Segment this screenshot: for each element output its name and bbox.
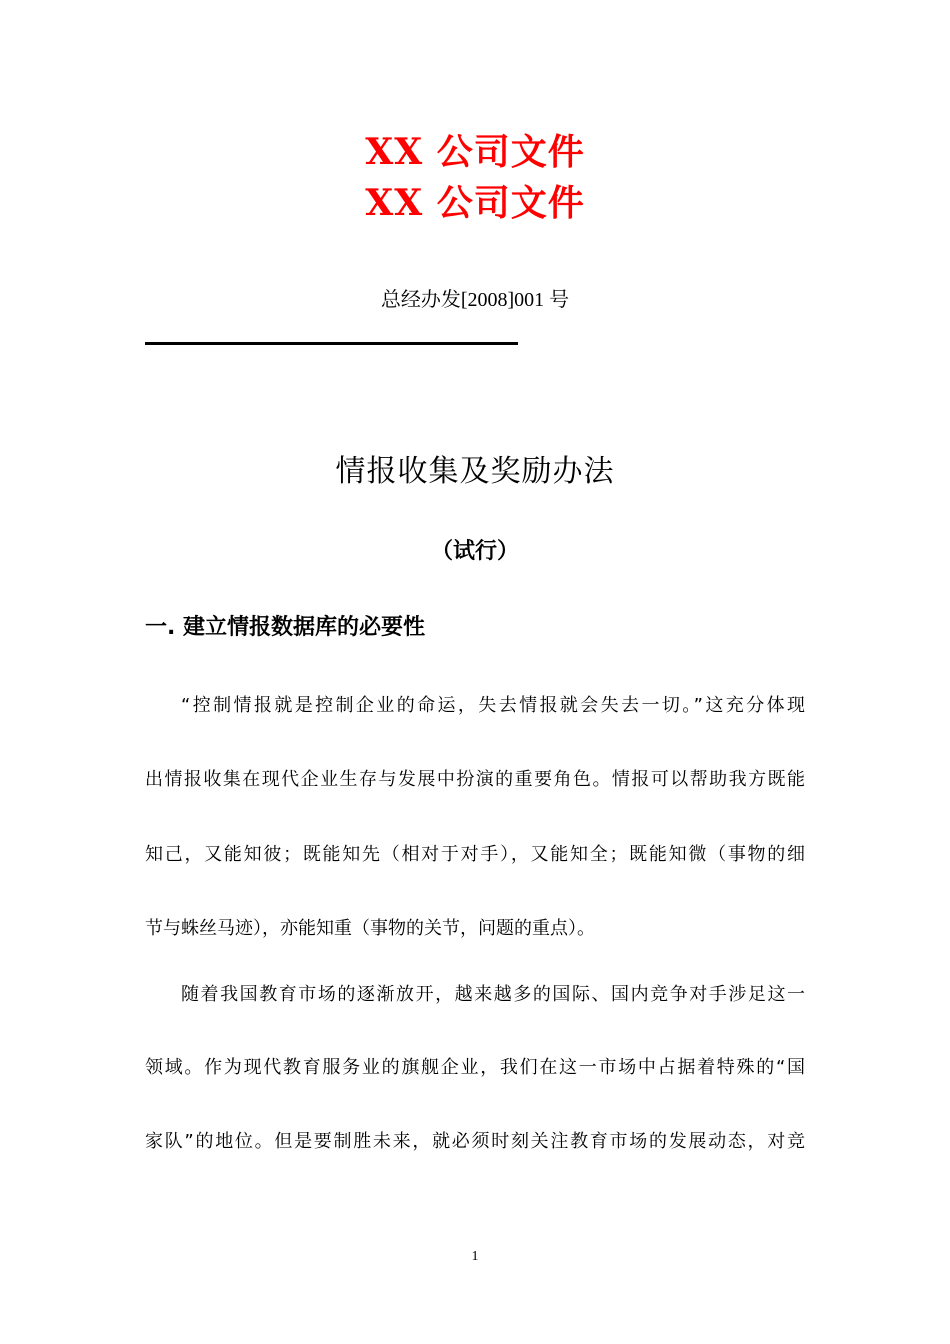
company-document-title: XX 公司文件 (365, 131, 585, 173)
header-divider-line (145, 342, 518, 345)
paragraph-line: 节与蛛丝马迹），亦能知重（事物的关节，问题的重点）。 (145, 918, 595, 939)
page-number: 1 (471, 1249, 479, 1264)
company-document-title-repeat: XX 公司文件 (365, 182, 585, 224)
section-heading: 一. 建立情报数据库的必要性 (145, 615, 426, 640)
paragraph-line: “控制情报就是控制企业的命运，失去情报就会失去一切。”这充分体现 (181, 695, 805, 716)
document-subtitle: （试行） (430, 539, 519, 564)
paragraph-line: 领域。作为现代教育服务业的旗舰企业，我们在这一市场中占据着特殊的“国 (145, 1057, 805, 1078)
document-title: 情报收集及奖励办法 (335, 454, 615, 489)
document-number: 总经办发[2008]001 号 (380, 289, 570, 311)
paragraph-line: 出情报收集在现代企业生存与发展中扮演的重要角色。情报可以帮助我方既能 (145, 769, 805, 790)
paragraph-line: 知己，又能知彼；既能知先（相对于对手），又能知全；既能知微（事物的细 (145, 844, 805, 865)
paragraph-line: 随着我国教育市场的逐渐放开，越来越多的国际、国内竞争对手涉足这一 (181, 984, 805, 1005)
paragraph-line: 家队”的地位。但是要制胜未来，就必须时刻关注教育市场的发展动态，对竞 (145, 1131, 805, 1152)
